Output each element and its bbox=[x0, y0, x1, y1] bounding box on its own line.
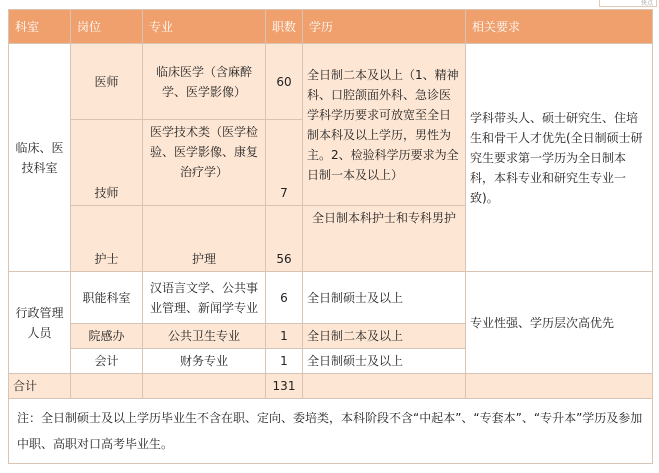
nurse-major-label: 护理 bbox=[191, 252, 216, 266]
total-row bbox=[9, 374, 653, 399]
admin-major-cell bbox=[143, 324, 266, 349]
nurse-position-label: 护士 bbox=[94, 252, 119, 266]
header-education: 学历 bbox=[303, 10, 466, 44]
admin-major-cell bbox=[143, 272, 266, 324]
doctor-position-cell bbox=[71, 44, 143, 120]
corner-tab: 快点 bbox=[599, 0, 657, 7]
total-label: 合计 bbox=[13, 379, 38, 393]
doctor-major-cell bbox=[143, 44, 266, 120]
nurse-education-text: 全日制本科护士和专科男护 bbox=[311, 211, 456, 225]
nurse-count-value: 56 bbox=[276, 252, 292, 266]
recruitment-table bbox=[8, 9, 653, 464]
table-row bbox=[9, 44, 653, 120]
note-cell bbox=[9, 399, 653, 464]
doctor-position-label: 医师 bbox=[94, 74, 119, 89]
total-empty-cell bbox=[466, 374, 653, 399]
nurse-position-cell bbox=[71, 206, 143, 272]
clinical-requirements-text: 学科带头人、硕士研究生、住培生和骨干人才优先(全日制硕士研究生要求第一学历为全日制本科，本科专业和研究生专业一致)。 bbox=[470, 110, 643, 205]
header-requirements: 相关要求 bbox=[466, 10, 653, 44]
admin-count-cell bbox=[266, 272, 303, 324]
total-count-cell bbox=[266, 374, 303, 399]
nurse-education-cell bbox=[303, 206, 466, 272]
nurse-count-cell bbox=[266, 206, 303, 272]
clinical-education-text: 全日制二本及以上（1、精神科、口腔颌面外科、急诊医学科学历要求可放宽至全日制本科及以上学历，男性为主。2、检验科学历要求为全日制一本及以上） bbox=[307, 67, 459, 182]
admin-education-cell bbox=[303, 272, 466, 324]
total-count-value: 131 bbox=[272, 379, 296, 393]
admin-count-value: 1 bbox=[280, 329, 288, 343]
header-department: 科室 bbox=[9, 10, 71, 44]
clinical-education-cell bbox=[303, 44, 466, 206]
table-row bbox=[9, 272, 653, 324]
admin-education-cell bbox=[303, 349, 466, 374]
clinical-department-cell bbox=[9, 44, 71, 272]
admin-education-cell bbox=[303, 324, 466, 349]
doctor-count-cell bbox=[266, 44, 303, 120]
admin-position-cell bbox=[71, 272, 143, 324]
technician-count-value: 7 bbox=[280, 186, 288, 200]
admin-major-label: 汉语言文学、公共事业管理、新闻学专业 bbox=[149, 280, 258, 315]
header-position: 岗位 bbox=[71, 10, 143, 44]
admin-education-text: 全日制硕士及以上 bbox=[307, 354, 404, 368]
doctor-count-value: 60 bbox=[276, 74, 292, 89]
admin-department-label: 行政管理人员 bbox=[15, 305, 64, 340]
total-empty-cell bbox=[143, 374, 266, 399]
admin-position-cell bbox=[71, 349, 143, 374]
header-row bbox=[9, 10, 653, 44]
admin-education-text: 全日制硕士及以上 bbox=[307, 290, 404, 305]
total-empty-cell bbox=[303, 374, 466, 399]
admin-education-text: 全日制二本及以上 bbox=[307, 329, 404, 343]
admin-requirements-text: 专业性强、学历层次高优先 bbox=[470, 315, 615, 330]
admin-major-label: 公共卫生专业 bbox=[167, 329, 240, 343]
admin-count-cell bbox=[266, 324, 303, 349]
admin-count-value: 6 bbox=[280, 290, 288, 305]
header-major: 专业 bbox=[143, 10, 266, 44]
clinical-requirements-cell bbox=[466, 44, 653, 272]
admin-major-cell bbox=[143, 349, 266, 374]
admin-major-label: 财务专业 bbox=[179, 354, 228, 368]
admin-requirements-cell bbox=[466, 272, 653, 374]
total-label-cell bbox=[9, 374, 71, 399]
technician-major-cell bbox=[143, 120, 266, 206]
admin-department-cell bbox=[9, 272, 71, 374]
doctor-major-label: 临床医学（含麻醉学、医学影像） bbox=[155, 64, 252, 99]
admin-count-cell bbox=[266, 349, 303, 374]
header-count: 职数 bbox=[266, 10, 303, 44]
admin-position-cell bbox=[71, 324, 143, 349]
admin-count-value: 1 bbox=[280, 354, 288, 368]
note-text: 注：全日制硕士及以上学历毕业生不含在职、定向、委培类，本科阶段不含“中起本”、“专套本”、“专升本”学历及参加中职、高职对口高考毕业生。 bbox=[17, 411, 643, 451]
technician-major-label: 医学技术类（医学检验、医学影像、康复治疗学） bbox=[149, 125, 258, 179]
admin-position-label: 会计 bbox=[94, 354, 119, 368]
note-row bbox=[9, 399, 653, 464]
nurse-major-cell bbox=[143, 206, 266, 272]
clinical-department-label: 临床、医技科室 bbox=[15, 140, 64, 175]
technician-count-cell bbox=[266, 120, 303, 206]
admin-position-label: 院感办 bbox=[88, 329, 125, 343]
technician-position-label: 技师 bbox=[94, 186, 119, 200]
technician-position-cell bbox=[71, 120, 143, 206]
total-empty-cell bbox=[71, 374, 143, 399]
admin-position-label: 职能科室 bbox=[82, 290, 131, 305]
